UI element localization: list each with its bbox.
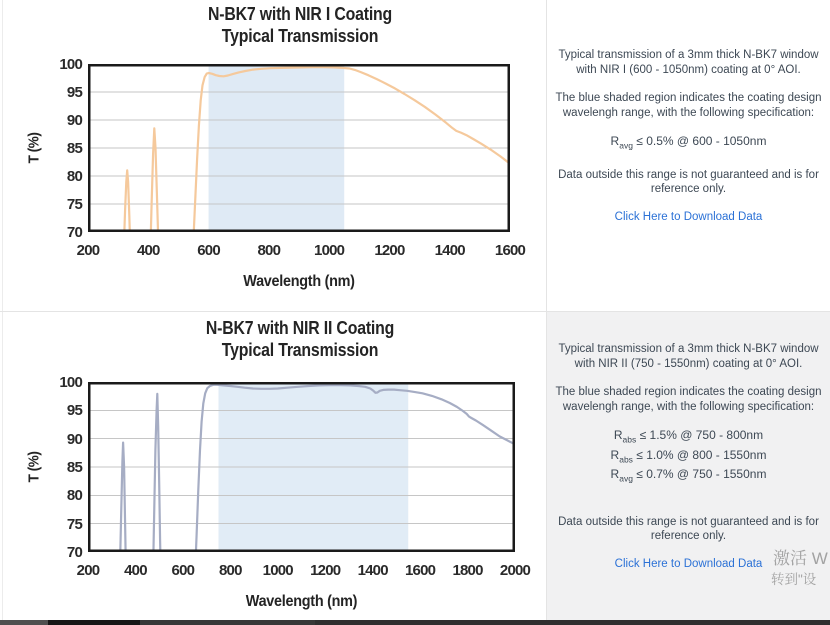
spec-subscript: avg (619, 140, 633, 151)
x-tick-label: 1400 (357, 562, 388, 579)
bottom-bar-segment (315, 620, 830, 625)
chart-title (113, 4, 486, 47)
x-tick-label: 200 (76, 562, 100, 579)
spec-value: ≤ 1.0% @ 800 - 1550nm (632, 447, 767, 462)
y-tick-label: 75 (66, 515, 82, 533)
y-tick-label: 95 (66, 402, 82, 420)
y-tick-label: 80 (66, 168, 82, 185)
spec-line (553, 428, 824, 447)
bottom-bar-segment (0, 620, 48, 625)
x-tick-label: 400 (124, 562, 147, 579)
y-tick-label: 75 (66, 196, 82, 213)
description-paragraph: Data outside this range is not guaranteed and is for reference only. (558, 515, 819, 543)
description-paragraph: Typical transmission of a 3mm thick N-BK7 window with NIR I (600 - 1050nm) coating at 0° AOI. (558, 49, 819, 76)
spec-line (553, 448, 824, 467)
spec-line (553, 134, 824, 153)
spec-subscript: abs (622, 434, 637, 445)
chart-title-line2: Typical Transmission (221, 339, 379, 360)
x-axis-label: Wavelength (nm) (245, 593, 358, 610)
spec-lines (553, 134, 824, 153)
x-tick-label: 1000 (262, 562, 293, 579)
x-tick-label: 1800 (452, 562, 483, 579)
x-axis-label: Wavelength (nm) (243, 273, 355, 290)
chart-title-line1: N-BK7 with NIR II Coating (205, 318, 395, 338)
description-paragraph: The blue shaded region indicates the coating design wavelengh range, with the following specification: (555, 92, 822, 119)
download-data-link[interactable]: Click Here to Download Data (614, 557, 763, 570)
x-tick-label: 200 (76, 242, 100, 259)
spec-symbol: R (610, 447, 620, 462)
nir1-chart-cell (0, 0, 546, 311)
plot-area (88, 64, 510, 232)
y-tick-label: 70 (66, 224, 82, 241)
spec-line (553, 467, 824, 486)
windows-activation-watermark-line2: 转到"设 (771, 572, 817, 587)
spec-symbol: R (613, 428, 623, 443)
y-tick-label: 85 (66, 459, 82, 476)
spec-lines (553, 428, 824, 486)
y-tick-label: 100 (59, 56, 82, 73)
spec-value: ≤ 0.7% @ 750 - 1550nm (632, 467, 767, 482)
spec-value: ≤ 1.5% @ 750 - 800nm (636, 428, 764, 443)
y-tick-label: 70 (66, 544, 82, 561)
x-tick-label: 1400 (434, 242, 465, 259)
x-tick-label: 600 (197, 242, 220, 259)
y-axis-label: T (%) (25, 451, 43, 483)
bottom-bar (0, 620, 830, 625)
x-tick-label: 400 (136, 242, 160, 259)
y-tick-label: 90 (66, 112, 82, 129)
y-tick-label: 85 (66, 140, 82, 157)
x-tick-label: 800 (257, 242, 281, 259)
windows-activation-watermark: 激活 W (773, 549, 828, 568)
x-tick-label: 600 (171, 562, 195, 579)
x-tick-label: 800 (219, 562, 242, 579)
plot-area (88, 382, 515, 552)
x-tick-label: 1200 (310, 562, 341, 579)
spec-symbol: R (610, 467, 620, 482)
spec-subscript: abs (619, 454, 633, 465)
chart-title (113, 318, 486, 361)
description-paragraph: Typical transmission of a 3mm thick N-BK7 window with NIR II (750 - 1550nm) coating at 0° AOI. (558, 343, 819, 370)
spec-symbol: R (610, 134, 620, 149)
y-tick-label: 100 (59, 374, 82, 391)
download-data-link[interactable]: Click Here to Download Data (614, 210, 763, 223)
description-paragraph: Data outside this range is not guaranteed and is for reference only. (558, 168, 819, 196)
spec-value: ≤ 0.5% @ 600 - 1050nm (632, 134, 767, 149)
x-tick-label: 2000 (499, 562, 531, 579)
column-divider (546, 0, 547, 620)
chart-title-line2: Typical Transmission (221, 25, 379, 46)
bottom-bar-segment (48, 620, 140, 625)
y-tick-label: 95 (66, 84, 82, 101)
y-tick-label: 90 (66, 430, 82, 448)
nir2-chart-cell (0, 312, 546, 620)
x-tick-label: 1000 (314, 242, 345, 259)
x-tick-label: 1200 (374, 242, 405, 259)
chart-title-line1: N-BK7 with NIR I Coating (207, 4, 393, 24)
x-tick-label: 1600 (494, 242, 526, 259)
nir1-description-panel (547, 0, 830, 311)
x-tick-label: 1600 (405, 562, 436, 579)
spec-subscript: avg (619, 473, 633, 484)
description-paragraph: The blue shaded region indicates the coating design wavelengh range, with the following specification: (555, 386, 822, 413)
y-tick-label: 80 (66, 487, 82, 505)
y-axis-label: T (%) (25, 132, 43, 164)
